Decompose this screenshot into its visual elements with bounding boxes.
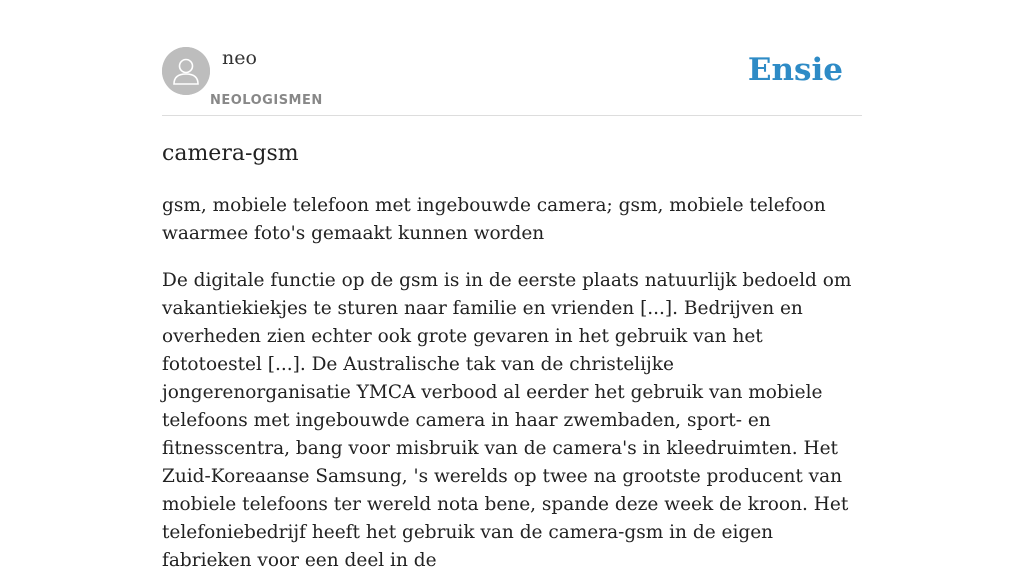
entry-quote: De digitale functie op de gsm is in de eerste plaats natuurlijk bedoeld om vakantiekiekjes te sturen naar familie en vrienden [...]. Bedrijven en overheden zien echter ook grote gevaren in het gebruik van het fototoestel [...]. De Australische tak van de christelijke jongerenorganisatie YMCA verbood al eerder het gebruik van mobiele telefoons met ingebouwde camera in haar zwembaden, sport- en fitnesscentra, bang voor misbruik van de camera's in kleedruimten. Het Zuid-Koreaanse Samsung, 's werelds op twee na grootste producent van mobiele telefoons ter wereld nota bene, spande deze week de kroon. Het telefoniebedrijf heeft het gebruik van de camera-gsm in de eigen fabrieken voor een deel in de [162, 270, 852, 571]
user-avatar-icon[interactable] [162, 47, 210, 95]
header [162, 0, 862, 116]
entry-definition: gsm, mobiele telefoon met ingebouwde camera; gsm, mobiele telefoon waarmee foto's gemaakt kunnen worden [162, 195, 826, 244]
author-name[interactable]: neo [222, 47, 257, 69]
entry-title: camera-gsm [162, 141, 299, 166]
page [162, 0, 862, 571]
category-label[interactable]: NEOLOGISMEN [210, 93, 323, 108]
brand-logo[interactable]: Ensie [747, 52, 843, 88]
